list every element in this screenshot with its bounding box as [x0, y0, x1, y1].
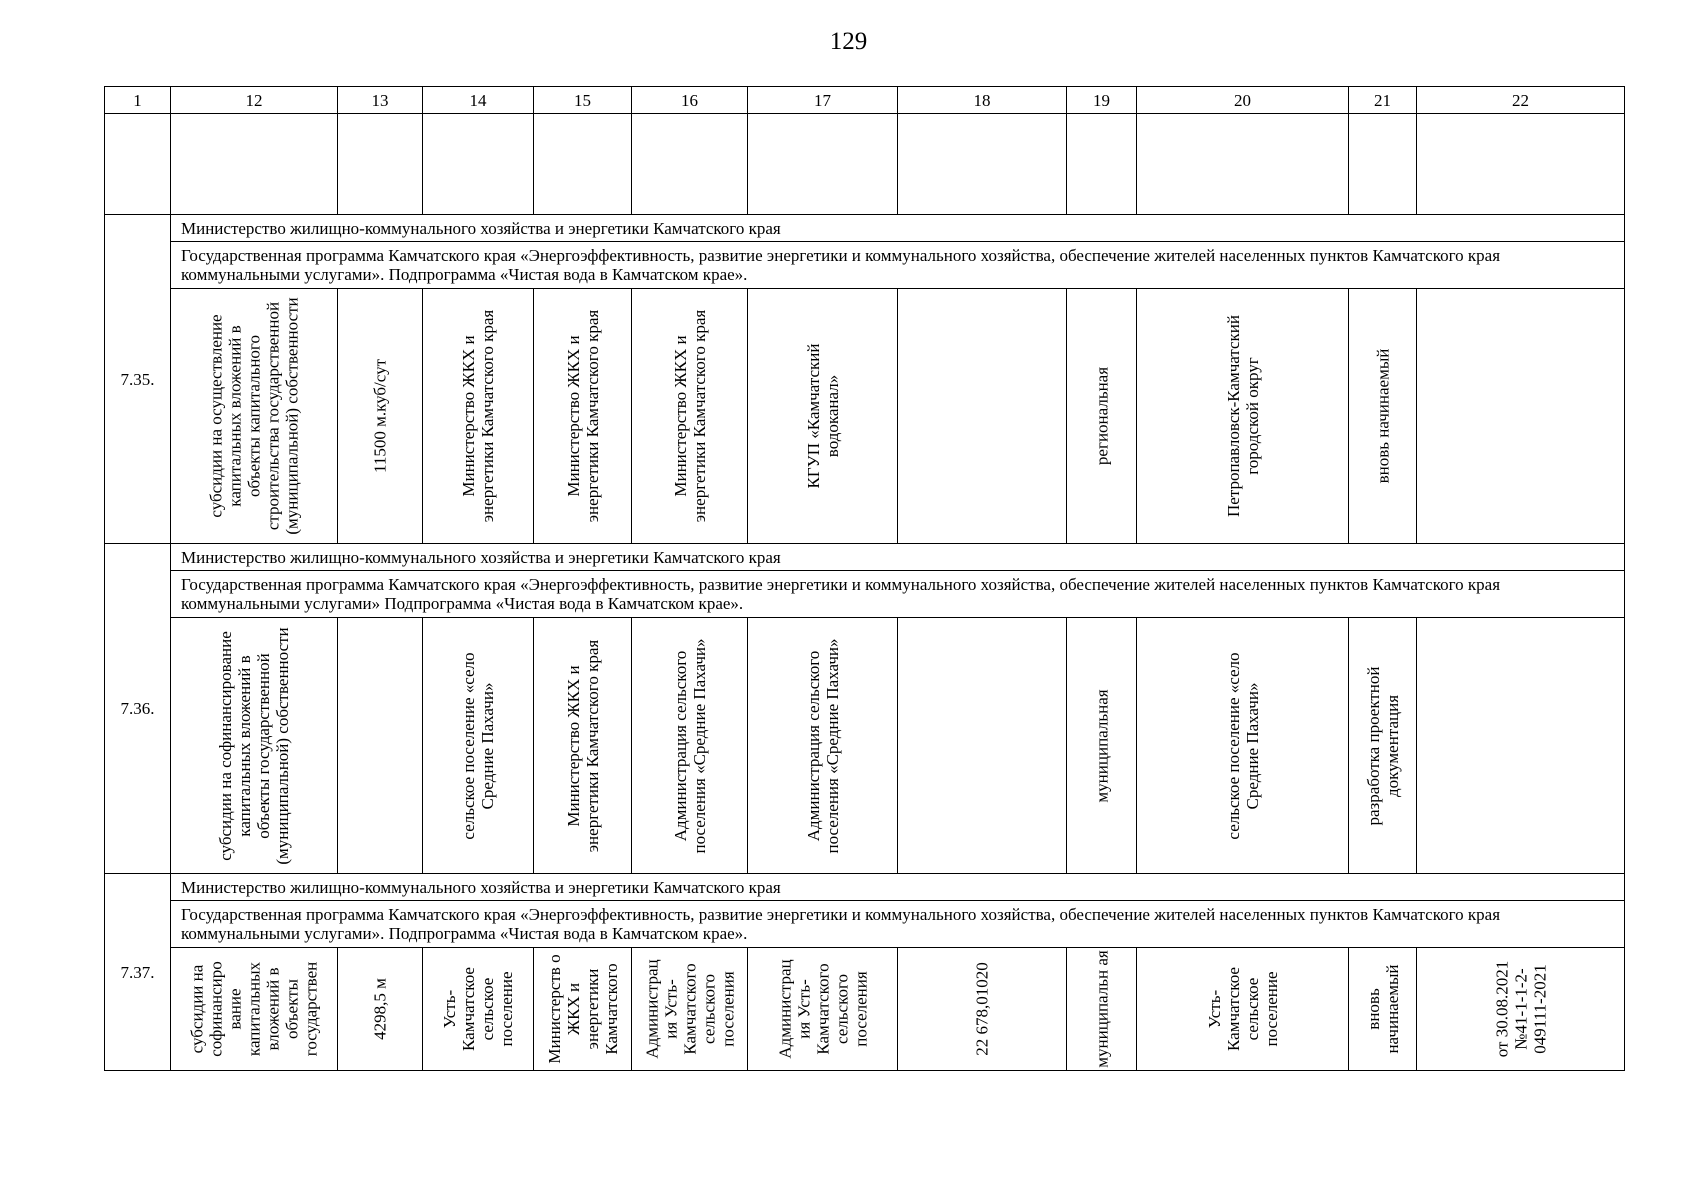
detail-cell: вновь начинаемый	[1349, 948, 1417, 1071]
column-header: 18	[898, 87, 1067, 114]
detail-cell: КГУП «Камчатский водоканал»	[748, 289, 898, 544]
ministry-cell: Министерство жилищно-коммунального хозяйства и энергетики Камчатского края	[171, 544, 1625, 571]
detail-cell: сельское поселение «село Средние Пахачи»	[1137, 618, 1349, 874]
column-header: 22	[1417, 87, 1625, 114]
row-number: 7.36.	[105, 544, 171, 874]
detail-cell: разработка проектной документация	[1349, 618, 1417, 874]
detail-cell: сельское поселение «село Средние Пахачи»	[423, 618, 534, 874]
program-cell: Государственная программа Камчатского края «Энергоэффективность, развитие энергетики и коммунального хозяйства, обеспечение жителей населенных пунктов Камчатского края коммунальными услугами» Подпрограмма «Чистая вода в Камчатском крае».	[171, 571, 1625, 618]
column-header: 15	[534, 87, 632, 114]
detail-cell	[338, 618, 423, 874]
program-row	[105, 571, 1625, 618]
column-header: 20	[1137, 87, 1349, 114]
program-cell: Государственная программа Камчатского края «Энергоэффективность, развитие энергетики и коммунального хозяйства, обеспечение жителей населенных пунктов Камчатского края коммунальными услугами». Подпрограмма «Чистая вода в Камчатском крае».	[171, 242, 1625, 289]
detail-cell: муниципальная	[1067, 618, 1137, 874]
program-row	[105, 901, 1625, 948]
detail-cell: Петропавловск-Камчатский городской округ	[1137, 289, 1349, 544]
detail-cell: 4298,5 м	[338, 948, 423, 1071]
detail-cell	[1417, 618, 1625, 874]
detail-cell: Министерство ЖКХ и энергетики Камчатского края	[534, 618, 632, 874]
ministry-row	[105, 544, 1625, 571]
column-header: 17	[748, 87, 898, 114]
detail-cell: Усть-Камчатское сельское поселение	[423, 948, 534, 1071]
detail-cell: от 30.08.2021 №41-1-1-2-049111-2021	[1417, 948, 1625, 1071]
detail-row	[105, 948, 1625, 1071]
detail-cell: Министерств о ЖКХ и энергетики Камчатского	[534, 948, 632, 1071]
detail-cell	[898, 289, 1067, 544]
detail-cell: субсидии на софинансиро вание капитальных вложений в объекты государствен	[171, 948, 338, 1071]
detail-cell: Министерство ЖКХ и энергетики Камчатского края	[632, 289, 748, 544]
page-number: 129	[829, 28, 868, 55]
detail-cell: Министерство ЖКХ и энергетики Камчатского края	[534, 289, 632, 544]
row-number: 7.37.	[105, 874, 171, 1071]
detail-cell: 22 678,01020	[898, 948, 1067, 1071]
column-header: 12	[171, 87, 338, 114]
ministry-row	[105, 874, 1625, 901]
detail-cell: Усть-Камчатское сельское поселение	[1137, 948, 1349, 1071]
detail-cell: Администрация сельского поселения «Средние Пахачи»	[748, 618, 898, 874]
detail-cell: вновь начинаемый	[1349, 289, 1417, 544]
column-header-row	[105, 87, 1625, 114]
registry-table	[104, 86, 1625, 1071]
program-row	[105, 242, 1625, 289]
detail-cell: муниципальн ая	[1067, 948, 1137, 1071]
row-number: 7.35.	[105, 215, 171, 544]
detail-cell	[898, 618, 1067, 874]
ministry-row	[105, 215, 1625, 242]
detail-cell: Администрация сельского поселения «Средние Пахачи»	[632, 618, 748, 874]
column-header: 19	[1067, 87, 1137, 114]
program-cell: Государственная программа Камчатского края «Энергоэффективность, развитие энергетики и коммунального хозяйства, обеспечение жителей населенных пунктов Камчатского края коммунальными услугами». Подпрограмма «Чистая вода в Камчатском крае».	[171, 901, 1625, 948]
detail-row	[105, 618, 1625, 874]
column-header: 16	[632, 87, 748, 114]
detail-cell: Министерство ЖКХ и энергетики Камчатского края	[423, 289, 534, 544]
detail-row	[105, 289, 1625, 544]
detail-cell: субсидии на софинансирование капитальных вложений в объекты государственной (муниципальной) собственности	[171, 618, 338, 874]
empty-row	[105, 114, 1625, 215]
column-header: 14	[423, 87, 534, 114]
detail-cell: 11500 м.куб/сут	[338, 289, 423, 544]
detail-cell: субсидии на осуществление капитальных вложений в объекты капитального строительства государственной (муниципальной) собственности	[171, 289, 338, 544]
detail-cell: Администрац ия Усть-Камчатского сельского поселения	[632, 948, 748, 1071]
column-header: 1	[105, 87, 171, 114]
detail-cell: Администрац ия Усть-Камчатского сельского поселения	[748, 948, 898, 1071]
ministry-cell: Министерство жилищно-коммунального хозяйства и энергетики Камчатского края	[171, 874, 1625, 901]
column-header: 13	[338, 87, 423, 114]
detail-cell	[1417, 289, 1625, 544]
column-header: 21	[1349, 87, 1417, 114]
detail-cell: региональная	[1067, 289, 1137, 544]
ministry-cell: Министерство жилищно-коммунального хозяйства и энергетики Камчатского края	[171, 215, 1625, 242]
